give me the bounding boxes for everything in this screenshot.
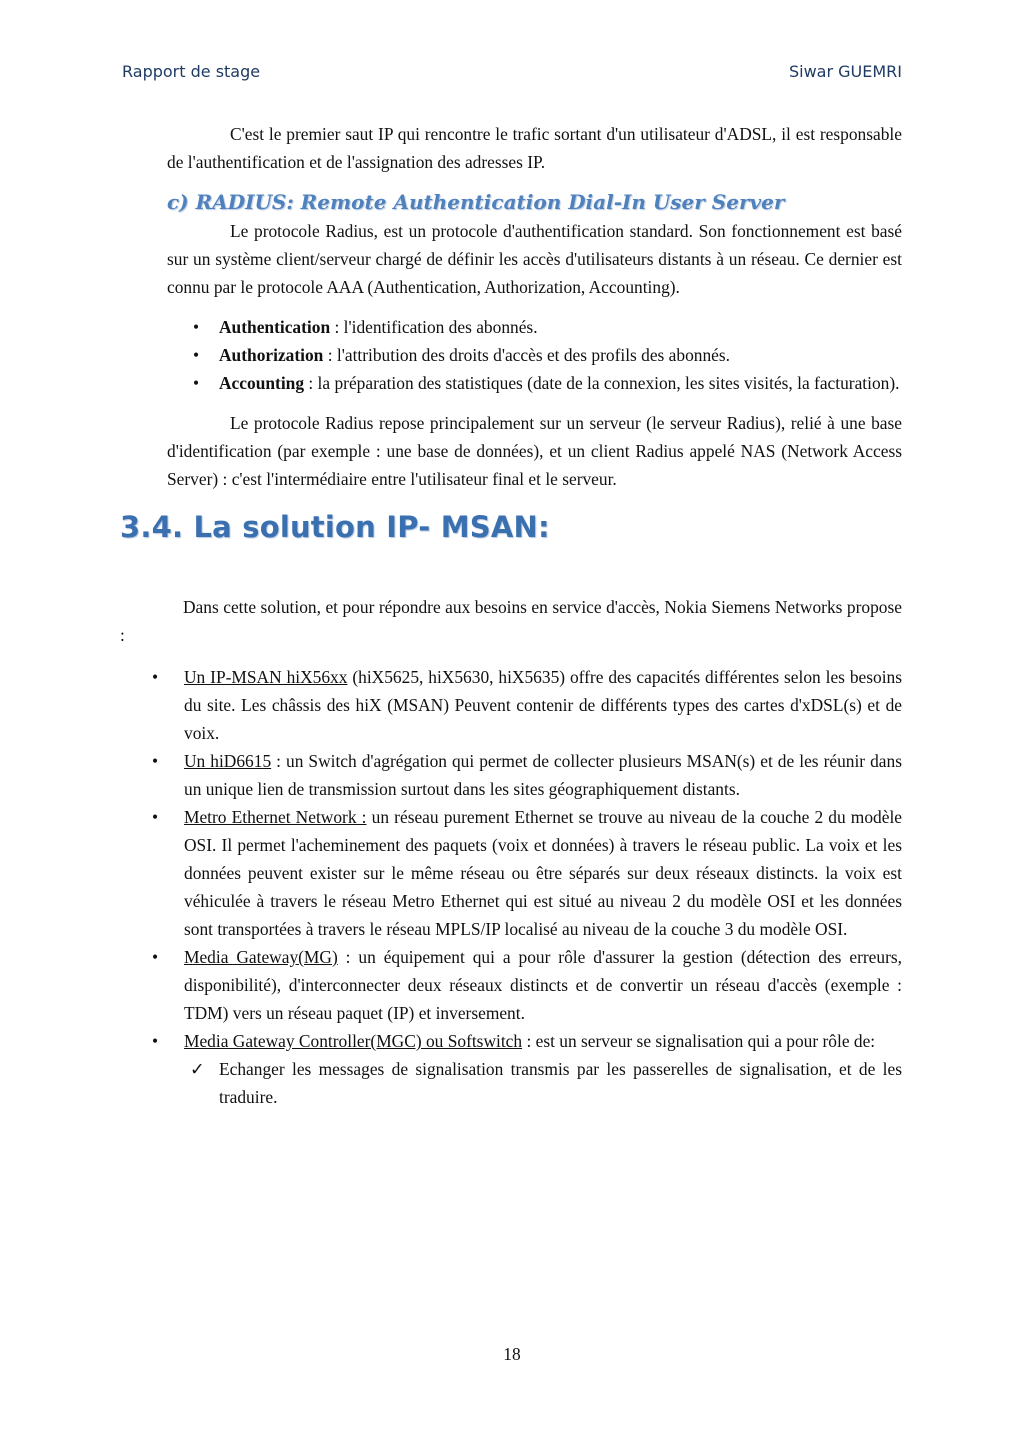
bullet-text: : l'identification des abonnés. <box>330 317 538 337</box>
bullet-icon: • <box>152 1031 159 1051</box>
list-item <box>120 803 902 943</box>
header-author: Siwar GUEMRI <box>788 62 902 81</box>
item-term: Media Gateway Controller(MGC) ou Softswitch <box>184 1031 523 1051</box>
item-term: Metro Ethernet Network : <box>184 807 367 827</box>
aaa-list <box>167 313 902 397</box>
bullet-icon: • <box>152 751 159 771</box>
radius-paragraph-2: Le protocole Radius repose principalement sur un serveur (le serveur Radius), relié à une base d'identification (par exemple : une base de données), et un client Radius appelé NAS (Network Access Server) : c'est l'intermédiaire entre l'utilisateur final et le serveur. <box>167 413 902 489</box>
item-text: un réseau purement Ethernet se trouve au niveau de la couche 2 du modèle OSI. Il permet l'acheminement des paquets (voix et données) à travers le réseau public. La voix et les données peuvent exister sur le même réseau ou être séparés sur deux réseaux distincts. la voix est véhiculée à travers le réseau Metro Ethernet qui est situé au niveau 2 du modèle OSI et les données sont transportées à travers le réseau MPLS/IP localisé au niveau de la couche 3 du modèle OSI. <box>184 807 902 939</box>
item-text: : un équipement qui a pour rôle d'assurer la gestion (détection des erreurs, disponibilité), d'interconnecter deux réseaux distincts et de convertir un réseau d'accès (exemple : TDM) vers un réseau paquet (IP) et inversement. <box>184 947 902 1023</box>
list-item <box>167 369 902 397</box>
item-text: (hiX5625, hiX5630, hiX5635) offre des capacités différentes selon les besoins du site. Les châssis des hiX (MSAN) Peuvent contenir de différents types des cartes d'xDSL(s) et de voix. <box>184 667 903 743</box>
bullet-icon: • <box>193 317 200 337</box>
item-term: Un hiD6615 <box>184 751 272 771</box>
header-title: Rapport de stage <box>122 62 261 81</box>
radius-block <box>167 120 902 493</box>
page-header <box>122 62 902 81</box>
bullet-term: Authorization <box>219 345 324 365</box>
checkmark-icon: ✓ <box>190 1059 205 1079</box>
section-intro: Dans cette solution, et pour répondre aux besoins en service d'accès, Nokia Siemens Networks propose : <box>120 597 902 645</box>
item-text: : est un serveur se signalisation qui a pour rôle de: <box>522 1031 876 1051</box>
list-item <box>120 1027 902 1111</box>
bullet-icon: • <box>152 807 159 827</box>
item-term: Media Gateway(MG) <box>184 947 338 967</box>
bullet-icon: • <box>193 345 200 365</box>
radius-heading: c) RADIUS: Remote Authentication Dial-In User Server <box>167 190 785 214</box>
msan-list <box>120 663 902 1111</box>
bullet-text: : la préparation des statistiques (date de la connexion, les sites visités, la facturation). <box>304 373 900 393</box>
list-item <box>120 943 902 1027</box>
check-item <box>184 1055 902 1111</box>
bullet-term: Accounting <box>219 373 305 393</box>
page-number: 18 <box>503 1344 521 1364</box>
bullet-icon: • <box>152 947 159 967</box>
item-term: Un IP-MSAN hiX56xx <box>184 667 348 687</box>
bullet-text: : l'attribution des droits d'accès et des profils des abonnés. <box>323 345 731 365</box>
check-list <box>184 1055 902 1111</box>
check-text: Echanger les messages de signalisation transmis par les passerelles de signalisation, et de les traduire. <box>219 1059 902 1107</box>
intro-paragraph: C'est le premier saut IP qui rencontre le trafic sortant d'un utilisateur d'ADSL, il est responsable de l'authentification et de l'assignation des adresses IP. <box>167 124 902 172</box>
page-content <box>120 120 902 1111</box>
section-heading: 3.4. La solution IP- MSAN: <box>120 510 550 544</box>
list-item <box>120 747 902 803</box>
list-item <box>167 313 902 341</box>
bullet-term: Authentication <box>219 317 331 337</box>
bullet-icon: • <box>193 373 200 393</box>
list-item <box>167 341 902 369</box>
list-item <box>120 663 902 747</box>
item-text: : un Switch d'agrégation qui permet de collecter plusieurs MSAN(s) et de les réunir dans un unique lien de transmission surtout dans les sites géographiquement distants. <box>184 751 902 799</box>
bullet-icon: • <box>152 667 159 687</box>
radius-paragraph-1: Le protocole Radius, est un protocole d'authentification standard. Son fonctionnement est basé sur un système client/serveur chargé de définir les accès d'utilisateurs distants à un réseau. Ce dernier est connu par le protocole AAA (Authentication, Authorization, Accounting). <box>167 221 902 297</box>
